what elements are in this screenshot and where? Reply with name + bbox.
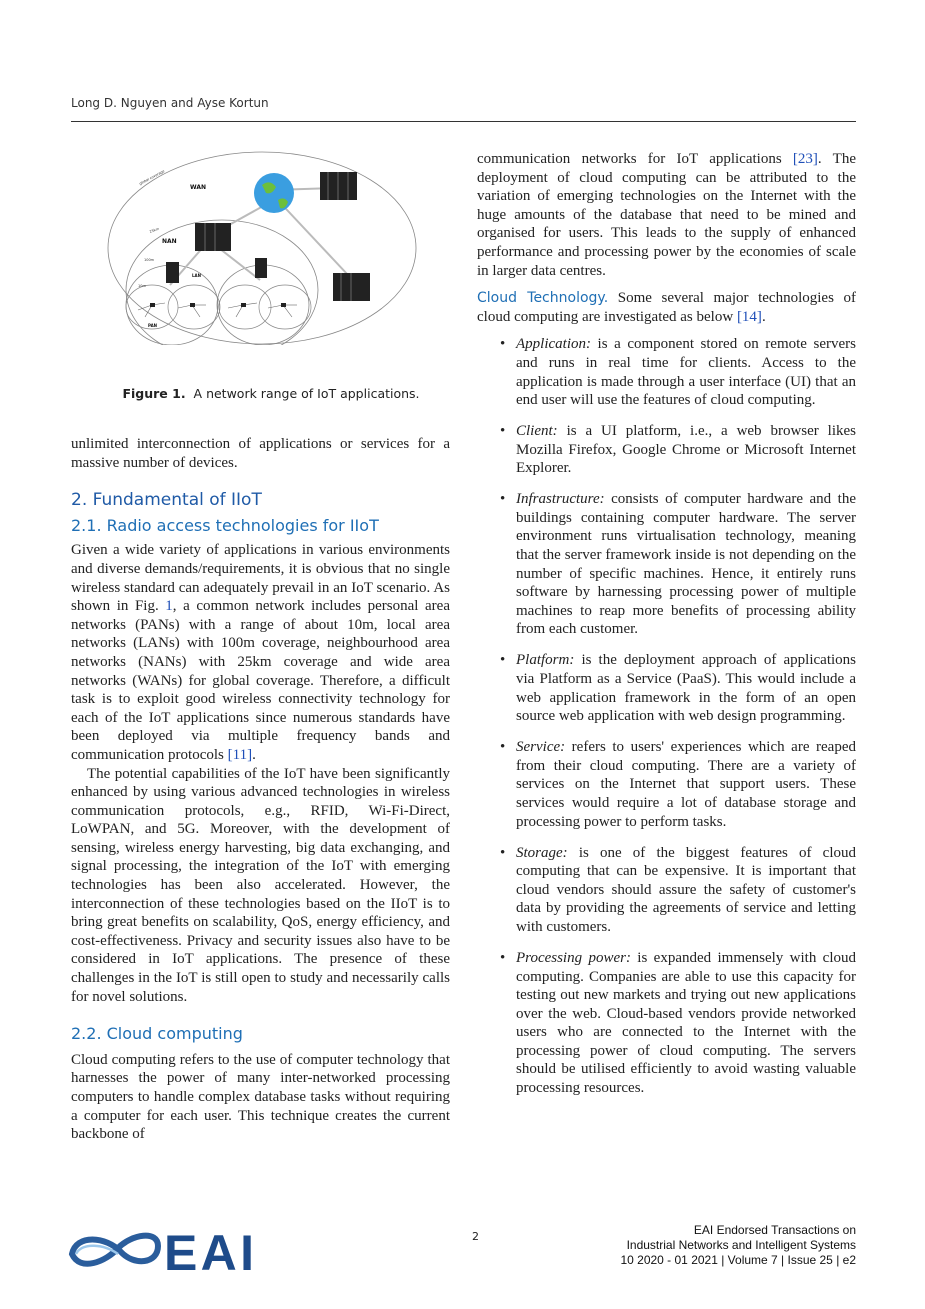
journal-line-2: Industrial Networks and Intelligent Systems — [626, 1238, 856, 1252]
runin-heading: Cloud Technology. — [477, 290, 609, 307]
list-item: • Service: refers to users' experiences which are reaped from their cloud computing. There are a variety of services on the Internet that support users. These services would require a lot of database storage and processing power to perform tasks. — [477, 738, 856, 831]
technology-list — [477, 335, 856, 1097]
label-nan: NAN — [162, 238, 177, 245]
right-column — [477, 150, 856, 1110]
label-lan: LAN — [192, 273, 201, 278]
figure-caption — [71, 386, 471, 401]
label-pan: PAN — [148, 323, 158, 328]
page-number: 2 — [472, 1230, 479, 1243]
eai-logo — [66, 1224, 256, 1274]
paragraph: Cloud computing refers to the use of computer technology that harnesses the power of many inter-networked processing computers to handle complex database tasks without requiring a computer for each user. This technique creates the current backbone of — [71, 1051, 450, 1143]
journal-info — [620, 1223, 856, 1268]
list-item: • Platform: is the deployment approach of applications via Platform as a Service (PaaS). This would include a web application framework in the form of an open source web application with web design programming. — [477, 651, 856, 725]
citation-link[interactable]: [11] — [227, 746, 253, 763]
paragraph: Given a wide variety of applications in various environments and diverse demands/requirements, it is obvious that no single wireless standard can adequately prevail in an IoT scenario. As shown in Fig. 1, a common network includes personal area networks (PANs) with a range of about 10m, local area networks (LANs) with 100m coverage, neighbourhood area networks (NANs) with 25km coverage and wide area networks (WANs) for global coverage. Therefore, a difficult task is to exploit good wireless connectivity technology for each of the IoT applications since numerous standards have been deployed via multiple frequency bands and communication protocols [11]. — [71, 542, 450, 763]
left-column — [71, 435, 450, 1144]
header-rule — [71, 121, 856, 122]
subsection-heading: 2.1. Radio access technologies for IIoT — [71, 515, 379, 535]
running-header: Long D. Nguyen and Ayse Kortun — [71, 96, 269, 110]
globe-icon — [254, 173, 294, 213]
citation-link[interactable]: [23] — [792, 151, 818, 167]
journal-line-1: EAI Endorsed Transactions on — [693, 1223, 856, 1237]
list-item: • Client: is a UI platform, i.e., a web browser likes Mozilla Firefox, Google Chrome or Microsoft Internet Explorer. — [477, 422, 856, 478]
paragraph: The potential capabilities of the IoT have been significantly enhanced by using various advanced technologies in wireless communication protocols, e.g., RFID, Wi-Fi-Direct, LoWPAN, and 5G. Moreover, with the development of sensing, wireless energy harvesting, big data exchanging, and signal processing, the integration of the IoT with emerging technologies has been also accelerated. However, the interconnection of these technologies based on the IIoT is to bring great benefits on scalability, QoS, energy efficiency, and cost-effectiveness. Privacy and security issues also have to be considered in IoT applications. The presence of these challenges in the IoT is still open to study and necessarily calls for novel solutions. — [71, 765, 450, 1005]
paragraph: Cloud Technology. Some several major technologies of cloud computing are investigated as below [14]. — [477, 290, 856, 325]
list-item: • Application: is a component stored on remote servers and runs in real time for clients. Access to the application is made through a user interface (UI) that an end user will use the features of cloud computing. — [477, 335, 856, 409]
paragraph: unlimited interconnection of applications or services for a massive number of devices. — [71, 436, 450, 471]
figure-link[interactable]: 1 — [165, 598, 173, 615]
list-item: • Storage: is one of the biggest features of cloud computing that can be expensive. It is important that cloud vendors should assure the safety of customer's data by providing the agreements of service and letting with customers. — [477, 844, 856, 937]
paragraph: communication networks for IoT applications [23]. The deployment of cloud computing can be attributed to the variation of emerging technologies on the Internet with the huge amounts of the database that need to be mined and organised for users. This leads to the supply of enhanced performance and processing power by the economies of scale in larger data centres. — [477, 151, 856, 279]
caption-text: A network range of IoT applications. — [193, 386, 420, 401]
subsection-heading: 2.2. Cloud computing — [71, 1024, 243, 1044]
label-100m: 100m — [144, 258, 155, 262]
network-range-figure — [100, 145, 420, 345]
caption-label: Figure 1. — [122, 386, 186, 401]
label-25km: 25km — [148, 226, 160, 234]
list-item: • Processing power: is expanded immensely with cloud computing. Companies are able to use this capacity for testing out new markets and trying out new applications over the web. Cloud-based vendors provide networked users who are connected to the Internet with the processing power of cloud computing. The servers should be utilised efficiently to avoid wasting valuable processing resources. — [477, 949, 856, 1098]
label-wan: WAN — [190, 184, 207, 191]
list-item: • Infrastructure: consists of computer hardware and the buildings containing computer hardware. The server environment runs virtualisation technology, meaning that the server framework inside is not depending on the number of specific machines. Hence, it entirely runs software by harnessing processing power of multiple machines to reap more benefits of processing ability from each customer. — [477, 490, 856, 639]
section-heading: 2. Fundamental of IIoT — [71, 490, 262, 511]
label-10m: 10m — [138, 284, 146, 288]
label-global: global coverage — [138, 169, 166, 186]
citation-link[interactable]: [14] — [736, 308, 762, 325]
journal-line-3: 10 2020 - 01 2021 | Volume 7 | Issue 25 | e2 — [620, 1253, 856, 1267]
logo-text: EAI — [164, 1225, 254, 1274]
